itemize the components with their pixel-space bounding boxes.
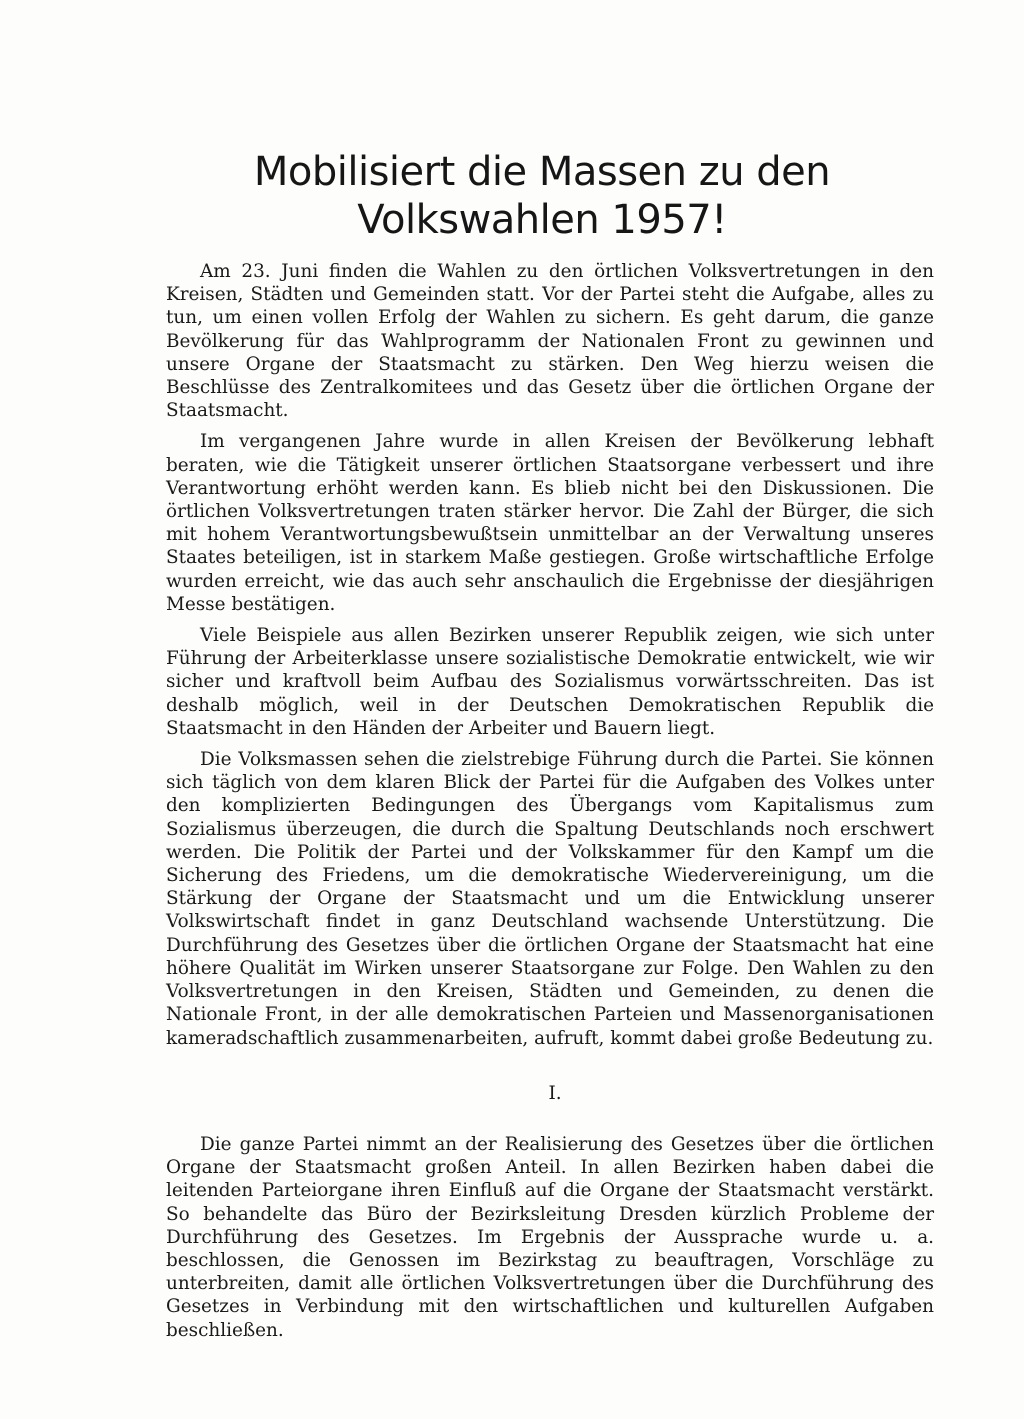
title-line-1: Mobilisiert die Massen zu den [253,149,831,195]
paragraph: Die Volksmassen sehen die zielstrebige Führung durch die Partei. Sie können sich täglich von dem klaren Blick der Partei für die Aufgaben des Volkes unter den komplizierten Bedingungen des Übergangs vom Kapitalismus zum Sozialismus überzeugen, die durch die Spaltung Deutschlands noch erschwert werden. Die Politik der Partei und der Volkskammer für den Kampf um die Sicherung des Friedens, um die demokratische Wiedervereinigung, um die Stärkung der Organe der Staatsmacht und um die Entwicklung unserer Volkswirtschaft findet in ganz Deutschland wachsende Unterstützung. Die Durchführung des Gesetzes über die örtlichen Organe der Staatsmacht hat eine höhere Qualität im Wirken unserer Staatsorgane zur Folge. Den Wahlen zu den Volksvertretungen in den Kreisen, Städten und Gemeinden, zu denen die Nationale Front, in der alle demokratischen Parteien und Massenorganisationen kameradschaftlich zusammenarbeiten, aufruft, kommt dabei große Bedeutung zu. [166,749,934,1049]
title-line-2: Volkswahlen 1957! [357,197,727,243]
section-heading: I. [548,1082,562,1104]
article-body [166,260,934,1350]
paragraph: Viele Beispiele aus allen Bezirken unserer Republik zeigen, wie sich unter Führung der Arbeiterklasse unsere sozialistische Demokratie entwickelt, wie wir sicher und kraftvoll beim Aufbau des Sozialismus vorwärtsschreiten. Das ist deshalb möglich, weil in der Deutschen Demokratischen Republik die Staatsmacht in den Händen der Arbeiter und Bauern liegt. [166,625,934,739]
paragraph: Die ganze Partei nimmt an der Realisierung des Gesetzes über die örtlichen Organe der Staatsmacht großen Anteil. In allen Bezirken haben dabei die leitenden Parteiorgane ihren Einfluß auf die Organe der Staatsmacht verstärkt. So behandelte das Büro der Bezirksleitung Dresden kürzlich Probleme der Durchführung des Gesetzes. Im Ergebnis der Aussprache wurde u. a. beschlossen, die Genossen im Bezirkstag zu beauftragen, Vorschläge zu unterbreiten, damit alle örtlichen Volksvertretungen über die Durchführung des Gesetzes in Verbindung mit den wirtschaftlichen und kulturellen Aufgaben beschließen. [166,1133,934,1341]
page-title [160,148,924,244]
paragraph: Im vergangenen Jahre wurde in allen Kreisen der Bevölkerung lebhaft beraten, wie die Tätigkeit unserer örtlichen Staatsorgane verbessert und ihre Verantwortung erhöht werden kann. Es blieb nicht bei den Diskussionen. Die örtlichen Volksvertretungen traten stärker hervor. Die Zahl der Bürger, die sich mit hohem Verantwortungsbewußtsein unmittelbar an der Verwaltung unseres Staates beteiligen, ist in starkem Maße gestiegen. Große wirtschaftliche Erfolge wurden erreicht, wie das auch sehr anschaulich die Ergebnisse der diesjährigen Messe bestätigen. [166,431,934,615]
paragraph: Am 23. Juni finden die Wahlen zu den örtlichen Volksvertretungen in den Kreisen, Städten und Gemeinden statt. Vor der Partei steht die Aufgabe, alles zu tun, um einen vollen Erfolg der Wahlen zu sichern. Es geht darum, die ganze Bevölkerung für das Wahlprogramm der Nationalen Front zu gewinnen und unsere Organe der Staatsmacht zu stärken. Den Weg hierzu weisen die Beschlüsse des Zentralkomitees und das Gesetz über die örtlichen Organe der Staatsmacht. [166,261,934,422]
